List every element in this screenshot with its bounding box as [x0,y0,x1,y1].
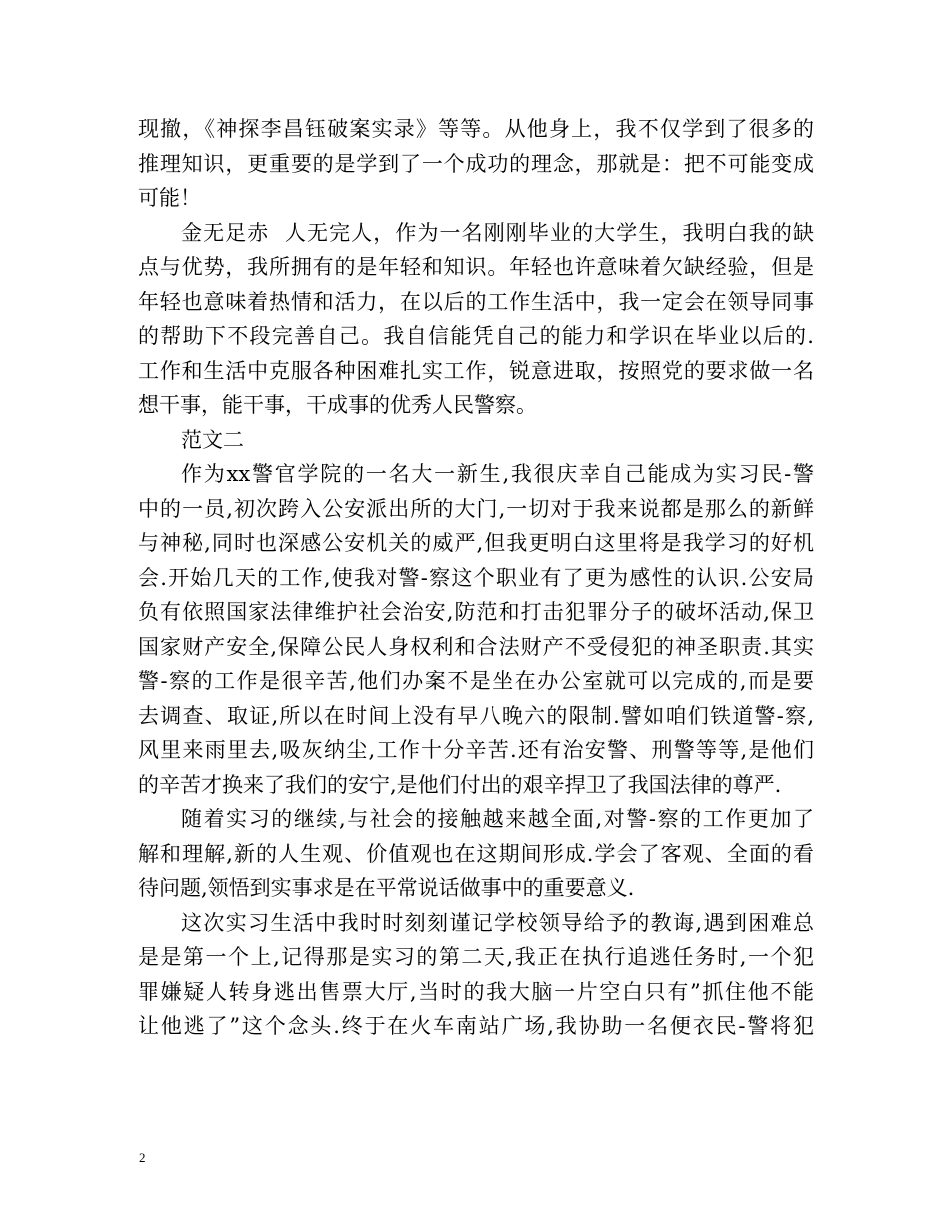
text-line: 让他逃了”这个念头.终于在火车南站广场,我协助一名便衣民-警将犯 [138,1014,814,1038]
paragraph-start-line: 随着实习的继续,与社会的接触越来越全面,对警-察的工作更加了 [181,807,814,831]
paragraph-start-line: 作为xx警官学院的一名大一新生,我很庆幸自己能成为实习民-警 [181,462,814,486]
text-line: 推理知识，更重要的是学到了一个成功的理念，那就是：把不可能变成 [138,151,814,176]
page-number: 2 [139,1150,146,1165]
text-line: 可能！ [138,186,201,210]
text-line: 与神秘,同时也深感公安机关的威严,但我更明白这里将是我学习的好机 [138,531,814,555]
body-text [138,112,814,1044]
text-line: 待问题,领悟到实事求是在平常说话做事中的重要意义. [138,876,635,900]
text-line: 警-察的工作是很辛苦,他们办案不是坐在办公室就可以完成的,而是要 [138,669,814,693]
section-heading: 范文二 [181,427,244,452]
text-line: 工作和生活中克服各种困难扎实工作，锐意进取，按照党的要求做一名 [138,358,814,383]
text-line: 点与优势，我所拥有的是年轻和知识。年轻也许意味着欠缺经验，但是 [138,255,814,279]
paragraph-start-line: 金无足赤 人无完人，作为一名刚刚毕业的大学生，我明白我的缺 [181,220,814,245]
text-line: 是是第一个上,记得那是实习的第二天,我正在执行追逃任务时,一个犯 [138,945,814,969]
text-line: 罪嫌疑人转身逃出售票大厅,当时的我大脑一片空白只有”抓住他不能 [138,979,814,1004]
text-line: 去调查、取证,所以在时间上没有早八晚六的限制.譬如咱们铁道警-察, [138,703,814,728]
text-line: 会.开始几天的工作,使我对警-察这个职业有了更为感性的认识.公安局 [138,565,814,590]
text-line: 风里来雨里去,吸灰纳尘,工作十分辛苦.还有治安警、刑警等等,是他们 [138,738,814,762]
text-line: 中的一员,初次跨入公安派出所的大门,一切对于我来说都是那么的新鲜 [138,496,814,521]
text-line: 想干事，能干事，干成事的优秀人民警察。 [138,393,537,417]
text-line: 年轻也意味着热情和活力，在以后的工作生活中，我一定会在领导同事 [138,289,814,314]
text-line: 的帮助下不段完善自己。我自信能凭自己的能力和学识在毕业以后的. [138,324,814,348]
text-line: 现撤，《神探李昌钰破案实录》等等。从他身上，我不仅学到了很多的 [138,117,814,141]
text-line: 的辛苦才换来了我们的安宁,是他们付出的艰辛捍卫了我国法律的尊严. [138,772,782,797]
text-line: 解和理解,新的人生观、价值观也在这期间形成.学会了客观、全面的看 [138,841,814,866]
text-line: 负有依照国家法律维护社会治安,防范和打击犯罪分子的破坏活动,保卫 [138,600,814,624]
text-line: 国家财产安全,保障公民人身权利和合法财产不受侵犯的神圣职责.其实 [138,634,814,659]
paragraph-start-line: 这次实习生活中我时时刻刻谨记学校领导给予的教诲,遇到困难总 [181,910,814,935]
